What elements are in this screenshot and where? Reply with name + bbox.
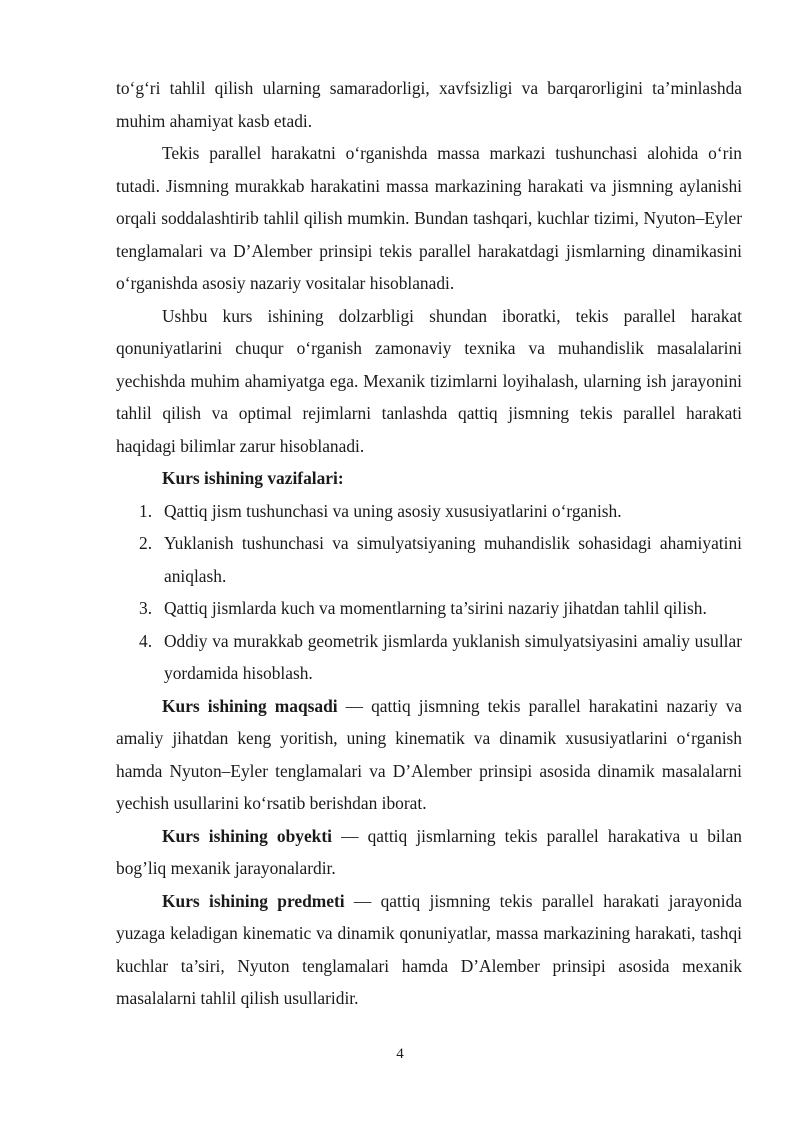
- list-item-text: Qattiq jismlarda kuch va momentlarning ta’sirini nazariy jihatdan tahlil qilish.: [164, 598, 707, 618]
- list-item: [139, 625, 742, 690]
- list-item-number: 3.: [139, 598, 153, 618]
- list-item: [139, 592, 742, 625]
- paragraph-continuation: to‘g‘ri tahlil qilish ularning samaradorligi, xavfsizligi va barqarorligini ta’minlashda muhim ahamiyat kasb etadi.: [116, 78, 742, 131]
- list-item-text: Oddiy va murakkab geometrik jismlarda yuklanish simulyatsiyasini amaliy usullar yordamida hisoblash.: [164, 630, 742, 683]
- list-item-text: Qattiq jism tushunchasi va uning asosiy xususiyatlarini o‘rganish.: [164, 500, 622, 521]
- paragraph-goal: [116, 690, 742, 820]
- object-text: — qattiq jismlarning tekis parallel harakativa u bilan bog’liq mexanik jarayonalardir.: [116, 825, 742, 878]
- paragraph-mass-center: Tekis parallel harakatni o‘rganishda massa markazi tushunchasi alohida o‘rin tutadi. Jismning murakkab harakatini massa markazining harakati va jismning aylanishi orqali soddalashtirib tahlil qilish mumkin. Bundan tashqari, kuchlar tizimi, Nyuton–Eyler tenglamalari va D’Alember prinsipi tekis parallel harakatdagi jismlarning dinamikasini o‘rganishda asosiy nazariy vositalar hisoblanadi.: [116, 143, 742, 293]
- list-item: [139, 527, 742, 592]
- page-number: 4: [396, 1046, 404, 1062]
- subject-text: — qattiq jismning tekis parallel harakati jarayonida yuzaga keladigan kinematic va dinamik qonuniyatlar, massa markazining harakati, tashqi kuchlar ta’siri, Nyuton tenglamalari hamda D’Alember prinsipi asosida mexanik masalalarni tahlil qilish usullaridir.: [116, 890, 742, 1008]
- object-label: Kurs ishining obyekti: [162, 825, 332, 846]
- list-item: [139, 495, 742, 528]
- paragraph-object: [116, 820, 742, 885]
- tasks-list: [116, 495, 742, 690]
- list-item-text: Yuklanish tushunchasi va simulyatsiyaning muhandislik sohasidagi ahamiyatini aniqlash.: [164, 533, 742, 586]
- list-item-number: 4.: [139, 630, 153, 651]
- goal-text: — qattiq jismning tekis parallel harakatini nazariy va amaliy jihatdan keng yoritish, uning kinematik va dinamik xususiyatlarini o‘rganish hamda Nyuton–Eyler tenglamalari va D’Alember prinsipi asosida dinamik masalalarni yechish usullarini ko‘rsatib berishdan iborat.: [116, 695, 742, 813]
- tasks-heading-text: Kurs ishining vazifalari:: [162, 468, 344, 488]
- list-item-number: 2.: [139, 533, 153, 553]
- paragraph-relevance: Ushbu kurs ishining dolzarbligi shundan iboratki, tekis parallel harakat qonuniyatlarini chuqur o‘rganish zamonaviy texnika va muhandislik masalalarini yechishda muhim ahamiyatga ega. Mexanik tizimlarni loyihalash, ularning ish jarayonini tahlil qilish va optimal rejimlarni tanlashda qattiq jismning tekis parallel harakati haqidagi bilimlar zarur hisoblanadi.: [116, 305, 742, 456]
- paragraph-subject: [116, 885, 742, 1015]
- subject-label: Kurs ishining predmeti: [162, 890, 345, 911]
- list-item-number: 1.: [139, 500, 153, 521]
- tasks-heading: [116, 462, 742, 495]
- goal-label: Kurs ishining maqsadi: [162, 695, 338, 716]
